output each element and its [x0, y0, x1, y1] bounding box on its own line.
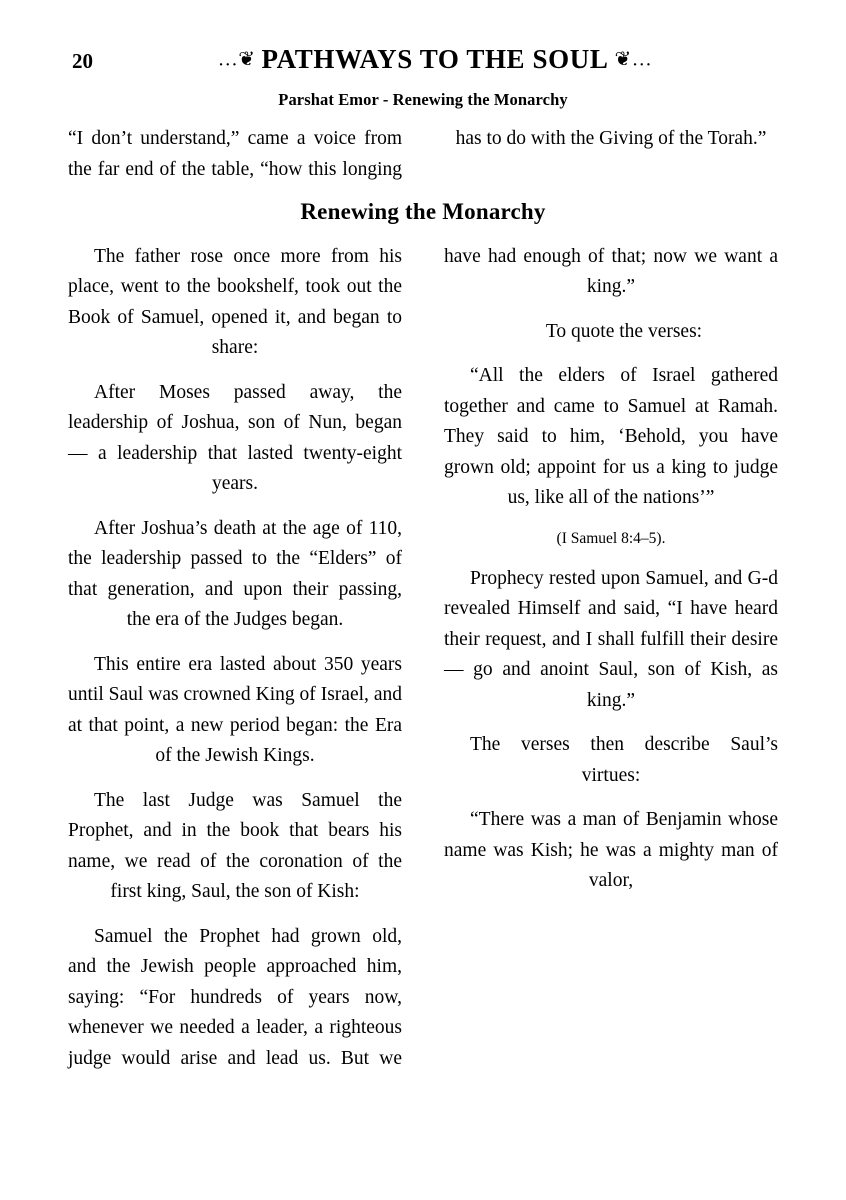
running-head-center [92, 44, 778, 75]
section-title: Renewing the Monarchy [300, 199, 546, 224]
book-title: PATHWAYS TO THE SOUL [261, 44, 609, 74]
ornament-right-icon: ❦… [614, 48, 653, 71]
paragraph: After Joshua’s death at the age of 110, the leadership passed to the “Elders” of that generation, and upon their passing, the era of the Judges began. [68, 517, 402, 630]
paragraph-quote: “All the elders of Israel gathered together and came to Samuel at Ramah. They said to him, ‘Behold, you have grown old; appoint for us a king to judge us, like all of the nations’” [444, 365, 778, 508]
paragraph: The verses then describe Saul’s virtues: [470, 734, 778, 786]
paragraph: This entire era lasted about 350 years until Saul was crowned King of Israel, and at that point, a new period began: the Era of the Jewish Kings. [68, 653, 402, 766]
paragraph: After Moses passed away, the leadership of Joshua, son of Nun, began — a leadership that lasted twenty-eight years. [68, 381, 402, 494]
paragraph: To quote the verses: [545, 320, 703, 342]
chapter-subhead: Parshat Emor - Renewing the Monarchy [278, 90, 568, 109]
running-head [68, 44, 778, 86]
paragraph-quote: “There was a man of Benjamin whose name was Kish; he was a mighty man of valor, [444, 809, 778, 891]
page-number: 20 [72, 49, 93, 73]
paragraph: Prophecy rested upon Samuel, and G-d revealed Himself and said, “I have heard their request, and I shall fulfill their desire — go and anoint Saul, son of Kish, as king.” [444, 567, 778, 711]
body-columns [68, 124, 778, 1124]
paragraph: The last Judge was Samuel the Prophet, and in the book that bears his name, we read of the coronation of the first king, Saul, the son of Kish: [68, 789, 402, 902]
paragraph: Samuel the Prophet had grown old, and the Jewish people approached him, saying: “For hundreds of years now, whenever we needed a leader, a righteous judge would arise and lead us. But we have had enough of that; now we want a king.” [68, 245, 778, 1069]
paragraph-continued-left: “I don’t understand,” came a voice from the far end of the table, “how this longing has to do with the Giving of the Torah.” [68, 128, 767, 180]
paragraph: The father rose once more from his place, went to the bookshelf, took out the Book of Samuel, opened it, and began to share: [68, 245, 402, 358]
ornament-left-icon: …❦ [217, 48, 256, 71]
paragraph-continued-right: table, “how this longing has to do with the Giving of the Torah.” [205, 128, 767, 180]
verse-citation: (I Samuel 8:4–5). [556, 529, 666, 547]
